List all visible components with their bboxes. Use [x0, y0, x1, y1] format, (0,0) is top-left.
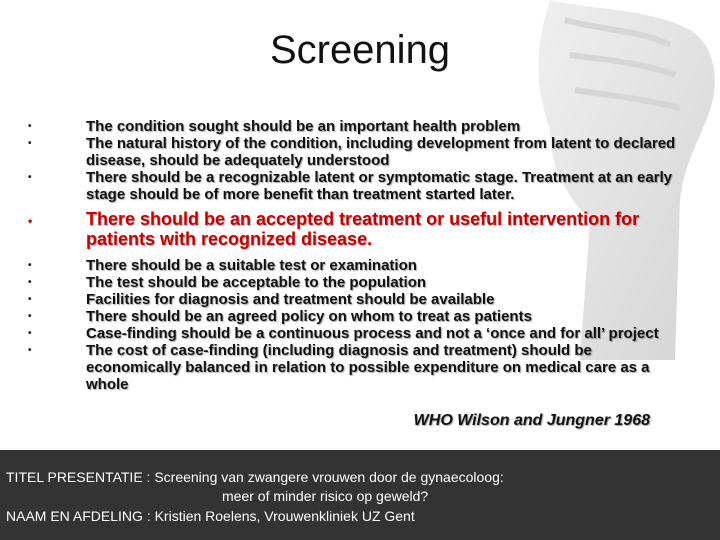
bullet-icon: • [28, 260, 32, 271]
criteria-list [28, 118, 688, 393]
list-item-text: The test should be acceptable to the population [86, 274, 427, 291]
list-item [28, 169, 688, 203]
list-item [28, 135, 688, 169]
slide-title: Screening [269, 28, 451, 72]
bullet-icon: • [28, 328, 32, 339]
bullet-icon: • [28, 294, 32, 305]
list-item-text: There should be a suitable test or examination [86, 257, 417, 274]
list-item [28, 274, 688, 291]
list-item-text: There should be an agreed policy on whom to treat as patients [86, 308, 532, 325]
list-item-text: Facilities for diagnosis and treatment should be available [86, 291, 495, 308]
bullet-icon: • [28, 345, 32, 356]
list-item [28, 118, 688, 135]
list-item-text: Case-finding should be a continuous process and not a ‘once and for all’ project [86, 325, 659, 342]
list-item-text: The condition sought should be an important health problem [86, 118, 521, 135]
bullet-icon: • [28, 277, 32, 288]
list-item [28, 257, 688, 274]
bullet-icon: • [28, 121, 32, 132]
bullet-icon: • [28, 214, 33, 228]
bullet-icon: • [28, 138, 32, 149]
footer-subtitle-line: meer of minder risico op geweld? [222, 488, 429, 504]
list-item-text: There should be an accepted treatment or useful intervention for patients with recognized disease. [86, 209, 640, 249]
bullet-icon: • [28, 311, 32, 322]
list-item-text: There should be a recognizable latent or symptomatic stage. Treatment at an early stage should be of more benefit than treatment started later. [86, 169, 673, 203]
list-item [28, 325, 688, 342]
footer-bar [0, 450, 720, 540]
citation: WHO Wilson and Jungner 1968 [413, 412, 650, 429]
list-item [28, 342, 688, 393]
bullet-icon: • [28, 172, 32, 183]
footer-author-line: NAAM EN AFDELING : Kristien Roelens, Vrouwenkliniek UZ Gent [6, 508, 415, 524]
list-item-text: The natural history of the condition, including development from latent to declared disease, should be adequately understood [86, 135, 676, 169]
highlighted-list-item [28, 209, 688, 249]
list-item [28, 291, 688, 308]
list-item-text: The cost of case-finding (including diagnosis and treatment) should be economically balanced in relation to possible expenditure on medical care as a whole [86, 342, 650, 393]
list-item [28, 308, 688, 325]
footer-title-line: TITEL PRESENTATIE : Screening van zwangere vrouwen door de gynaecoloog: [6, 469, 504, 485]
